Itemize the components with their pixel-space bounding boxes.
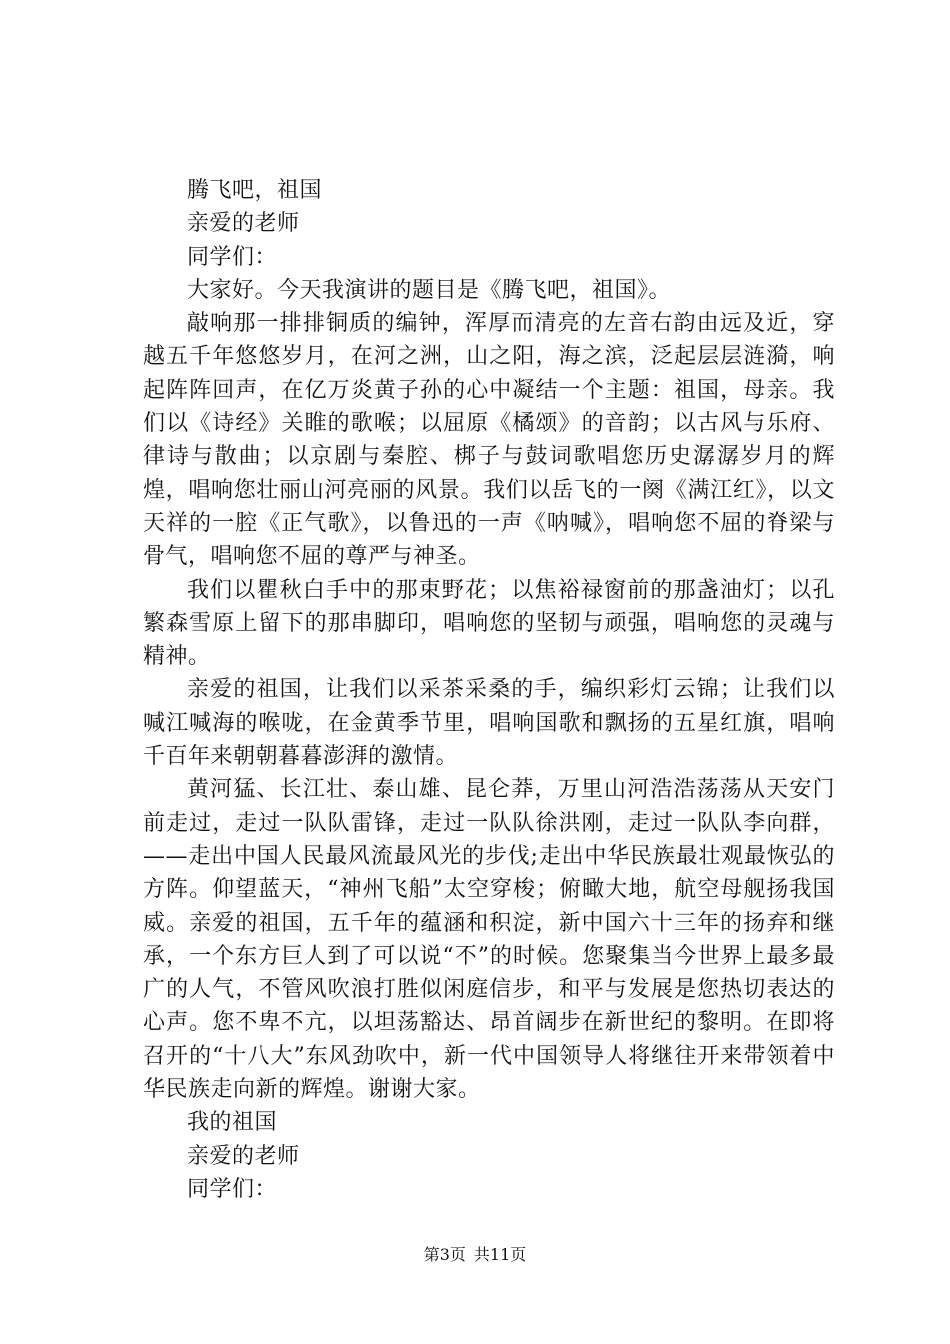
speech-title: 腾飞吧，祖国 <box>187 178 323 203</box>
salutation-students: 同学们： <box>187 244 278 270</box>
salutation-teachers: 亲爱的老师 <box>187 1143 300 1169</box>
salutation-teachers: 亲爱的老师 <box>187 211 300 237</box>
body-paragraph: 黄河猛、长江壮、泰山雄、昆仑莽，万里山河浩浩荡荡从天安门前走过，走过一队队雷锋，走过一队队徐洪刚，走过一队队李向群，——走出中国人民最风流最风光的步伐;走出中华民族最壮观最恢弘的方阵。仰望蓝天，“神州飞船”太空穿梭；俯瞰大地，航空母舰扬我国威。亲爱的祖国，五千年的蕴涵和积淀，新中国六十三年的扬弃和继承，一个东方巨人到了可以说“不”的时候。您聚集当今世界上最多最广的人气，不管风吹浪打胜似闲庭信步，和平与发展是您热切表达的心声。您不卑不亢，以坦荡豁达、昂首阔步在新世纪的黎明。在即将召开的“十八大”东风劲吹中，新一代中国领导人将继往开来带领着中华民族走向新的辉煌。谢谢大家。 <box>143 777 835 1103</box>
salutation-students: 同学们： <box>187 1176 278 1202</box>
greeting-paragraph: 大家好。今天我演讲的题目是《腾飞吧，祖国》。 <box>187 277 672 303</box>
page-number: 第3页 <box>423 1245 466 1264</box>
next-speech-title: 我的祖国 <box>187 1110 278 1136</box>
page-footer <box>0 1245 950 1265</box>
page-total: 共11页 <box>473 1245 527 1264</box>
body-paragraph: 亲爱的祖国，让我们以采茶采桑的手，编织彩灯云锦；让我们以喊江喊海的喉咙，在金黄季节里，唱响国歌和飘扬的五星红旗，唱响千百年来朝朝暮暮澎湃的激情。 <box>143 677 835 770</box>
body-paragraph: 我们以瞿秋白手中的那束野花；以焦裕禄窗前的那盏油灯；以孔繁森雪原上留下的那串脚印，唱响您的坚韧与顽强，唱响您的灵魂与精神。 <box>143 577 835 670</box>
body-paragraph: 敲响那一排排铜质的编钟，浑厚而清亮的左音右韵由远及近，穿越五千年悠悠岁月，在河之洲，山之阳，海之滨，泛起层层涟漪，响起阵阵回声，在亿万炎黄子孙的心中凝结一个主题：祖国，母亲。我们以《诗经》关睢的歌喉；以屈原《橘颂》的音韵；以古风与乐府、律诗与散曲；以京剧与秦腔、梆子与鼓词歌唱您历史潺潺岁月的辉煌，唱响您壮丽山河亮丽的风景。我们以岳飞的一阕《满江红》，以文天祥的一腔《正气歌》，以鲁迅的一声《呐喊》，唱响您不屈的脊梁与骨气，唱响您不屈的尊严与神圣。 <box>143 311 835 570</box>
document-body <box>143 174 835 1206</box>
